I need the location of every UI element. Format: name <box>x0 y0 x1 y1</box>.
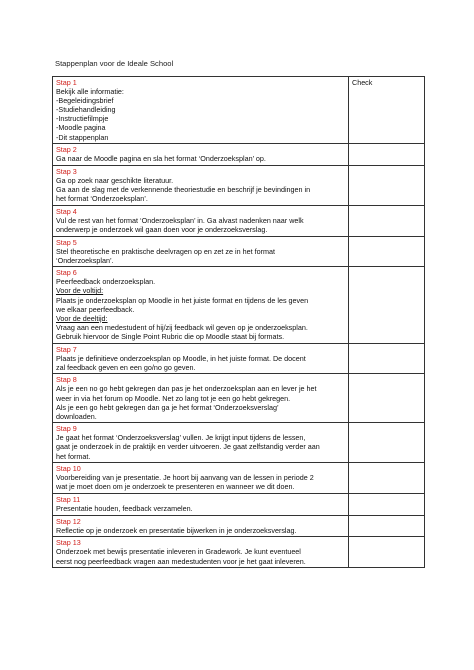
step-text-line: Presentatie houden, feedback verzamelen. <box>56 504 193 514</box>
step-text-line: Als je een go hebt gekregen dan ga je het format ‘Onderzoeksverslag’ <box>56 402 279 412</box>
step-row <box>53 423 425 463</box>
step-label: Stap 5 <box>56 237 77 247</box>
step-label: Stap 10 <box>56 464 81 474</box>
step-row <box>53 493 425 515</box>
step-text-line: Ga op zoek naar geschikte literatuur. <box>56 175 174 185</box>
step-text-line: het format. <box>56 451 91 461</box>
step-text-line: Peerfeedback onderzoeksplan. <box>56 277 156 287</box>
step-text-line: Plaats je onderzoeksplan op Moodle in het juiste format en tijdens de les geven <box>56 295 309 305</box>
check-cell[interactable] <box>349 267 425 343</box>
check-cell[interactable] <box>349 537 425 568</box>
check-cell[interactable] <box>349 374 425 423</box>
step-label: Stap 13 <box>56 538 81 548</box>
step-row <box>53 463 425 494</box>
step-label: Stap 8 <box>56 375 77 385</box>
step-label: Stap 9 <box>56 424 77 434</box>
check-cell[interactable] <box>349 205 425 236</box>
step-text-line: Voorbereiding van je presentatie. Je hoort bij aanvang van de lessen in periode 2 <box>56 473 314 483</box>
step-cell <box>53 77 349 144</box>
check-column-header: Check <box>352 78 373 87</box>
check-cell[interactable] <box>349 236 425 267</box>
check-cell[interactable] <box>349 515 425 537</box>
step-row <box>53 144 425 166</box>
step-cell <box>53 144 349 166</box>
step-text-line: Stel theoretische en praktische deelvragen op en zet ze in het format <box>56 246 275 256</box>
step-text-line: we elkaar peerfeedback. <box>56 304 135 314</box>
step-text-line: -Moodle pagina <box>56 123 106 133</box>
step-label: Stap 2 <box>56 145 77 155</box>
step-text-line: onderwerp je onderzoek wil gaan doen voor je onderzoeksverslag. <box>56 224 268 234</box>
step-text-line: -Studiehandleiding <box>56 105 116 115</box>
step-text-line: Vul de rest van het format ‘Onderzoeksplan’ in. Ga alvast nadenken naar welk <box>56 215 304 225</box>
step-cell <box>53 165 349 205</box>
step-row <box>53 165 425 205</box>
step-text-line: -Instructiefilmpje <box>56 114 109 124</box>
step-cell <box>53 515 349 537</box>
step-text-line: eerst nog peerfeedback vragen aan medestudenten voor je het gaat inleveren. <box>56 556 306 566</box>
step-label: Stap 1 <box>56 78 77 87</box>
step-cell <box>53 374 349 423</box>
step-cell <box>53 267 349 343</box>
step-text-line: Onderzoek met bewijs presentatie inleveren in Gradework. Je kunt eventueel <box>56 547 301 557</box>
step-text-line: Gebruik hiervoor de Single Point Rubric die op Moodle staat bij formats. <box>56 331 285 341</box>
step-row <box>53 537 425 568</box>
step-text-line: Ga aan de slag met de verkennende theoriestudie en beschrijf je bevindingen in <box>56 185 311 195</box>
step-cell <box>53 463 349 494</box>
step-text-line: -Begeleidingsbrief <box>56 96 114 106</box>
check-cell[interactable] <box>349 423 425 463</box>
step-label: Stap 7 <box>56 344 77 354</box>
step-cell <box>53 537 349 568</box>
step-subheading: Voor de deeltijd: <box>56 313 108 323</box>
step-text-line: Als je een no go hebt gekregen dan pas je het onderzoeksplan aan en lever je het <box>56 384 317 394</box>
step-label: Stap 4 <box>56 206 77 216</box>
check-cell[interactable] <box>349 144 425 166</box>
check-cell[interactable] <box>349 165 425 205</box>
step-text-line: zal feedback geven en een go/no go geven. <box>56 362 196 372</box>
check-cell[interactable] <box>349 77 425 144</box>
step-row <box>53 77 425 144</box>
step-cell <box>53 236 349 267</box>
step-text-line: weer in via het forum op Moodle. Net zo lang tot je een go hebt gekregen. <box>56 393 291 403</box>
step-row <box>53 515 425 537</box>
step-row <box>53 374 425 423</box>
steps-table <box>52 76 425 568</box>
document-title: Stappenplan voor de Ideale School <box>55 59 174 68</box>
step-text-line: downloaden. <box>56 411 97 421</box>
steps-table-body <box>53 77 425 568</box>
step-row <box>53 267 425 343</box>
step-text-line: Bekijk alle informatie: <box>56 87 124 97</box>
step-label: Stap 6 <box>56 268 77 278</box>
step-text-line: Je gaat het format ‘Onderzoeksverslag’ vullen. Je krijgt input tijdens de lessen, <box>56 433 306 443</box>
step-label: Stap 11 <box>56 494 81 504</box>
step-text-line: Ga naar de Moodle pagina en sla het format ‘Onderzoeksplan’ op. <box>56 154 266 164</box>
check-cell[interactable] <box>349 343 425 374</box>
step-cell <box>53 205 349 236</box>
step-text-line: -Dit stappenplan <box>56 132 109 142</box>
step-row <box>53 236 425 267</box>
step-text-line: gaat je onderzoek in de praktijk en verder uitvoeren. Je gaat zelfstandig verder aan <box>56 442 320 452</box>
check-cell[interactable] <box>349 463 425 494</box>
step-row <box>53 343 425 374</box>
step-row <box>53 205 425 236</box>
check-cell[interactable] <box>349 493 425 515</box>
step-cell <box>53 343 349 374</box>
step-text-line: ‘Onderzoeksplan’. <box>56 255 114 265</box>
step-text-line: wat je moet doen om je onderzoek te presenteren en wanneer we dit doen. <box>56 482 295 492</box>
step-cell <box>53 423 349 463</box>
step-text-line: Reflectie op je onderzoek en presentatie bijwerken in je onderzoeksverslag. <box>56 525 297 535</box>
step-text-line: het format ‘Onderzoeksplan’. <box>56 194 148 204</box>
step-cell <box>53 493 349 515</box>
step-subheading: Voor de voltijd: <box>56 286 104 296</box>
step-text-line: Plaats je definitieve onderzoeksplan op Moodle, in het juiste format. De docent <box>56 353 306 363</box>
step-label: Stap 3 <box>56 166 77 176</box>
step-label: Stap 12 <box>56 516 81 526</box>
step-text-line: Vraag aan een medestudent of hij/zij feedback wil geven op je onderzoeksplan. <box>56 322 308 332</box>
